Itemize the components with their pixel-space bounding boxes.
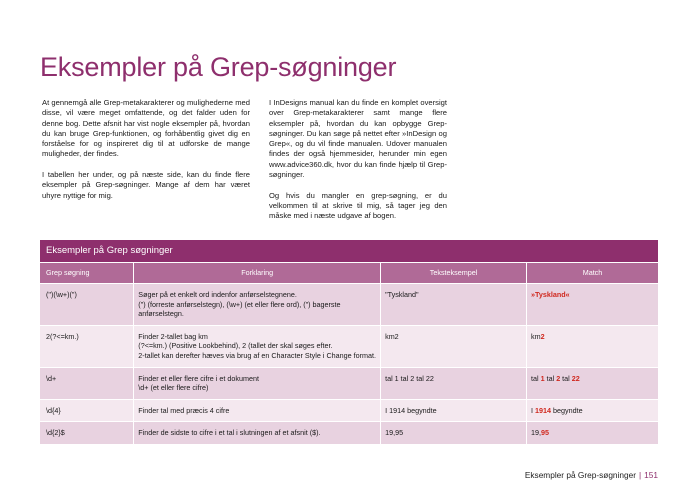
cell-grep: \d{2}$ bbox=[40, 421, 133, 444]
header-explanation: Forklaring bbox=[133, 262, 380, 283]
cell-match bbox=[526, 283, 658, 325]
cell-grep: \d+ bbox=[40, 367, 133, 399]
cell-explanation bbox=[133, 283, 380, 325]
page-title: Eksempler på Grep-søgninger bbox=[40, 52, 397, 83]
cell-grep: (")(\w+)(") bbox=[40, 283, 133, 325]
match-text: I bbox=[531, 405, 535, 415]
left-text-column bbox=[42, 98, 250, 211]
cell-match bbox=[526, 421, 658, 444]
cell-explanation bbox=[133, 421, 380, 444]
cell-explanation bbox=[133, 367, 380, 399]
table-caption-row bbox=[40, 240, 658, 262]
explanation-line: \d+ (et eller flere cifre) bbox=[138, 383, 209, 393]
table-row bbox=[40, 399, 658, 422]
cell-grep: \d{4} bbox=[40, 399, 133, 422]
explanation-line: Finder de sidste to cifre i et tal i slutningen af et afsnit ($). bbox=[138, 428, 321, 438]
match-highlight: 2 bbox=[556, 373, 561, 383]
footer-separator: | bbox=[639, 470, 642, 480]
table-body bbox=[40, 283, 658, 444]
explanation-line: Søger på et enkelt ord indenfor anførselstegnene. bbox=[138, 290, 297, 299]
header-example: Teksteksempel bbox=[380, 262, 526, 283]
match-highlight: 95 bbox=[541, 428, 549, 438]
explanation-line: 2-tallet kan derefter hæves via brug af en Character Style i Change format. bbox=[138, 350, 377, 360]
grep-examples-table bbox=[40, 240, 658, 444]
match-highlight: 1 bbox=[540, 373, 545, 383]
explanation-line: (") (forreste anførselstegn), (\w+) (et eller flere ord), (") bagerste anførselstegn. bbox=[138, 299, 341, 319]
page-footer bbox=[525, 470, 658, 480]
left-paragraph-2: I tabellen her under, og på næste side, kan du finde flere eksempler på Grep-søgninger. Mange af dem har været uhyre nyttige for mig. bbox=[42, 170, 250, 200]
left-paragraph-1: At gennemgå alle Grep-metakarakterer og mulighederne med disse, vil være meget omfattende, og det falder uden for denne bog. Dette afsnit har vist nogle eksempler på, hvordan du kan bruge Grep-funktionen, og forhåbentlig givet dig en forståelse for og inspireret dig til at udforske de mange muligheder, der findes. bbox=[42, 98, 250, 159]
cell-match bbox=[526, 367, 658, 399]
cell-example: tal 1 tal 2 tal 22 bbox=[380, 367, 526, 399]
cell-example: km2 bbox=[380, 325, 526, 367]
cell-example: "Tyskland" bbox=[380, 283, 526, 325]
cell-explanation bbox=[133, 325, 380, 367]
table-row bbox=[40, 283, 658, 325]
match-text: tal bbox=[544, 373, 557, 383]
cell-grep: 2(?<=km.) bbox=[40, 325, 133, 367]
right-paragraph-1: I InDesigns manual kan du finde en komplet oversigt over Grep-metakarakterer samt mange flere eksempler på, hvordan du kan opbygge Grep-søgninger. Du kan søge på nettet efter »InDesign og Grep«, og du vil finde manualen. Udover manualen findes der også hjemmesider, herunder min egen www.advice360.dk, hvor du kan finde hjælp til Grep-søgninger. bbox=[269, 98, 447, 180]
explanation-line: Finder 2-tallet bag km bbox=[138, 331, 208, 341]
right-paragraph-2: Og hvis du mangler en grep-søgning, er du velkommen til at skrive til mig, så tager jeg den måske med i næste udgave af bogen. bbox=[269, 190, 447, 221]
match-highlight: 22 bbox=[571, 373, 580, 383]
match-highlight: 2 bbox=[540, 331, 545, 341]
explanation-line: Finder tal med præcis 4 cifre bbox=[138, 405, 230, 415]
explanation-line: (?<=km.) (Positive Lookbehind), 2 (tallet der skal søges efter. bbox=[138, 341, 333, 351]
cell-example: I 1914 begyndte bbox=[380, 399, 526, 422]
table-row bbox=[40, 367, 658, 399]
match-highlight: 1914 bbox=[535, 405, 551, 415]
match-text: km bbox=[531, 331, 541, 341]
match-highlight: »Tyskland« bbox=[531, 290, 570, 299]
table-header-row bbox=[40, 262, 658, 283]
match-text: begyndte bbox=[551, 405, 583, 415]
header-match: Match bbox=[526, 262, 658, 283]
table-caption: Eksempler på Grep søgninger bbox=[40, 240, 658, 262]
footer-section-title: Eksempler på Grep-søgninger bbox=[524, 470, 636, 480]
match-text: tal bbox=[560, 373, 572, 383]
explanation-line: Finder et eller flere cifre i et dokument bbox=[138, 373, 259, 383]
match-text: tal bbox=[531, 373, 541, 383]
match-text: 19, bbox=[531, 428, 541, 438]
table-row bbox=[40, 421, 658, 444]
right-text-column bbox=[269, 98, 447, 232]
cell-match bbox=[526, 325, 658, 367]
cell-example: 19,95 bbox=[380, 421, 526, 444]
header-grep: Grep søgning bbox=[40, 262, 133, 283]
cell-explanation bbox=[133, 399, 380, 422]
table-row bbox=[40, 325, 658, 367]
cell-match bbox=[526, 399, 658, 422]
page-number: 151 bbox=[644, 470, 658, 480]
